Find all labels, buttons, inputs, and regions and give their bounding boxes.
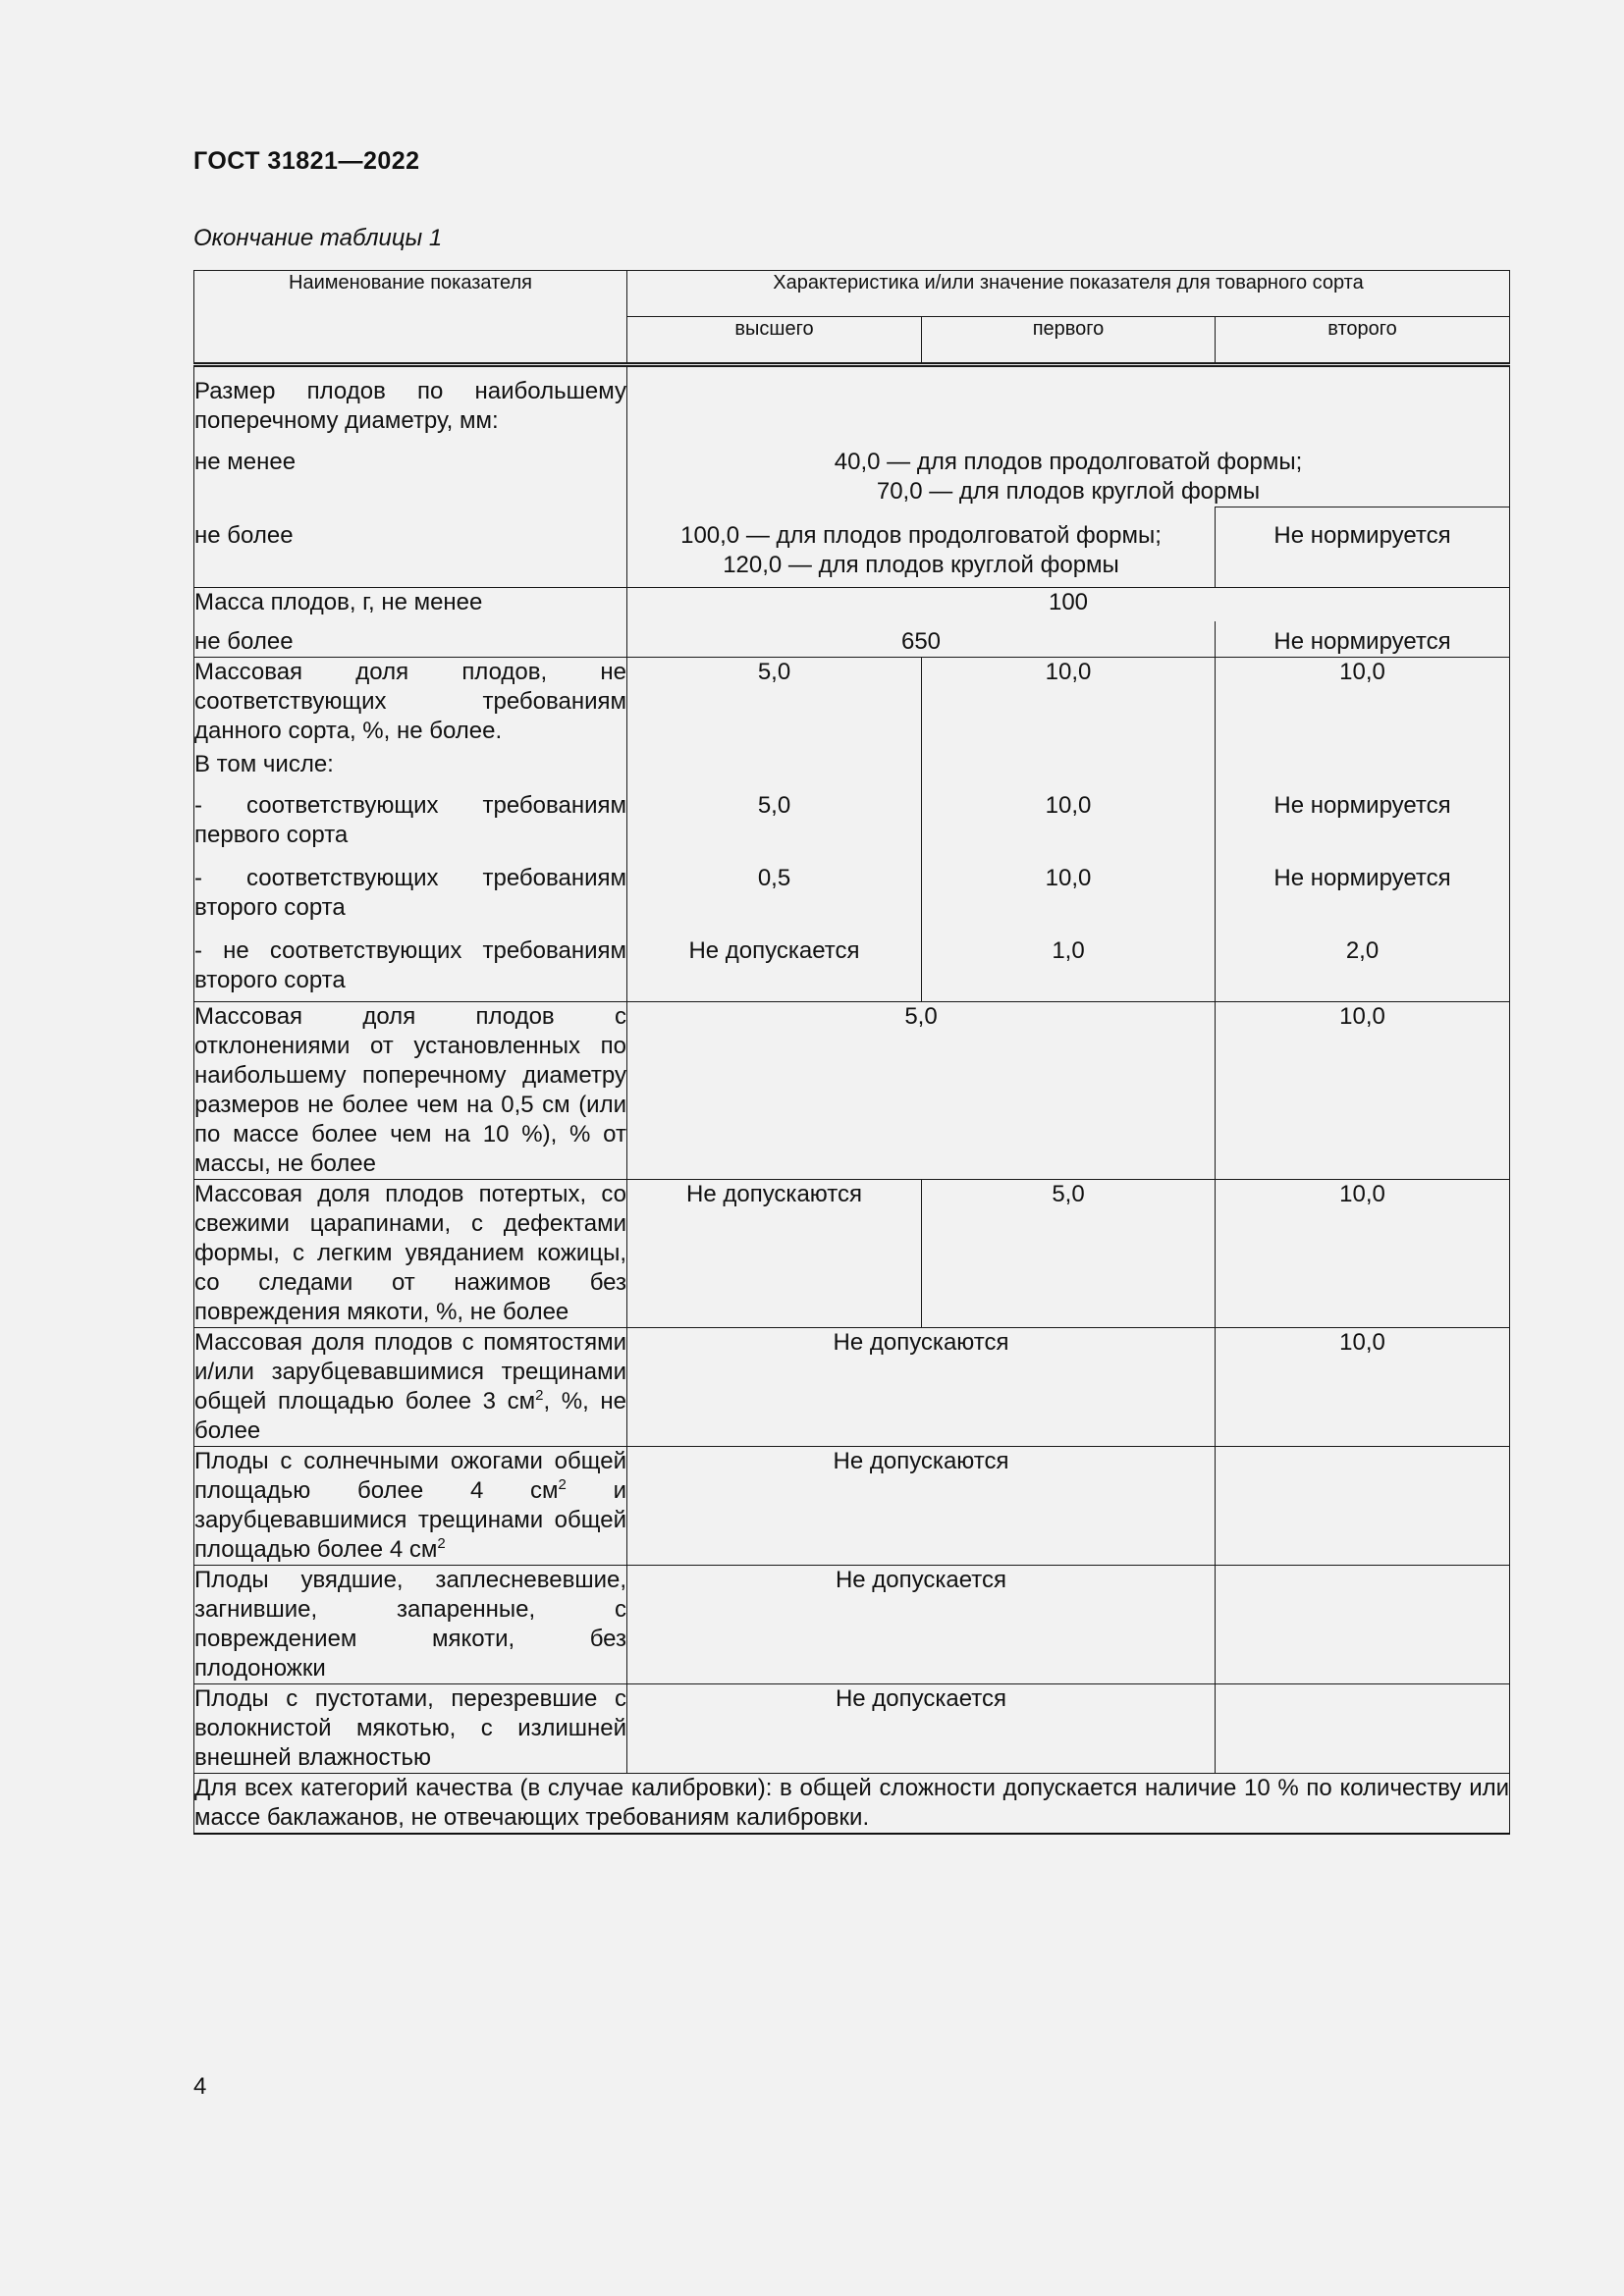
quality-table — [193, 270, 1510, 1835]
header-row-1 — [194, 271, 1510, 317]
row-sub3-first: 1,0 — [922, 929, 1216, 1002]
row-mass-max — [194, 621, 1510, 658]
row-size-min-label: не менее — [194, 436, 627, 507]
header-grade-first: первого — [922, 317, 1216, 365]
row-sub2-name: - соответствующих требованиям второго сорта — [194, 856, 627, 929]
row-rubbed-first: 5,0 — [922, 1179, 1216, 1327]
row-sunburn-second — [1216, 1446, 1510, 1565]
row-deviation-second: 10,0 — [1216, 1001, 1510, 1179]
row-size-max-second: Не нормируется — [1216, 507, 1510, 588]
row-sub1-name: - соответствующих требованиям первого сорта — [194, 785, 627, 856]
row-sub2-first: 10,0 — [922, 856, 1216, 929]
row-mass-min — [194, 587, 1510, 621]
row-sub3-second: 2,0 — [1216, 929, 1510, 1002]
row-hollow-name: Плоды с пустотами, перезревшие с волокнистой мякотью, с излишней внешней влажностью — [194, 1683, 627, 1773]
header-characteristic: Характеристика и/или значение показателя для товарного сорта — [627, 271, 1510, 317]
row-wilted-second — [1216, 1565, 1510, 1683]
row-size-min-value: 40,0 — для плодов продолговатой формы; 70,0 — для плодов круглой формы — [627, 436, 1510, 507]
row-nonconform-second: 10,0 — [1216, 657, 1510, 746]
document-id: ГОСТ 31821—2022 — [193, 147, 420, 175]
row-sunburn — [194, 1446, 1510, 1565]
row-hollow-value: Не допускается — [627, 1683, 1216, 1773]
row-bruised-second: 10,0 — [1216, 1327, 1510, 1446]
row-sub1 — [194, 785, 1510, 856]
row-size-title — [194, 365, 1510, 437]
row-wilted-name: Плоды увядшие, заплесневевшие, загнившие, запаренные, с повреждением мякоти, без плодоножки — [194, 1565, 627, 1683]
header-grade-second: второго — [1216, 317, 1510, 365]
row-note — [194, 1773, 1510, 1834]
row-nonconform-first: 10,0 — [922, 657, 1216, 746]
row-sub2 — [194, 856, 1510, 929]
page-number: 4 — [193, 2073, 207, 2100]
row-hollow — [194, 1683, 1510, 1773]
row-sub3-premium: Не допускается — [627, 929, 922, 1002]
row-hollow-second — [1216, 1683, 1510, 1773]
row-size-name: Размер плодов по наибольшему поперечному диаметру, мм: — [194, 365, 627, 437]
row-nonconform-name: Массовая доля плодов, не соответствующих требованиям данного сорта, %, не более. — [194, 658, 626, 744]
row-size-max — [194, 507, 1510, 588]
row-wilted-value: Не допускается — [627, 1565, 1216, 1683]
row-sub3-name: - не соответствующих требованиям второго сорта — [194, 929, 627, 1002]
table-note: Для всех категорий качества (в случае калибровки): в общей сложности допускается наличие 10 % по количеству или массе баклажанов, не отвечающих требованиям калибровки. — [194, 1773, 1510, 1834]
row-sunburn-value: Не допускаются — [627, 1446, 1216, 1565]
header-name-column: Наименование показателя — [194, 271, 627, 365]
row-mass-max-second: Не нормируется — [1216, 621, 1510, 658]
row-bruised — [194, 1327, 1510, 1446]
row-sub2-premium: 0,5 — [627, 856, 922, 929]
row-including-label: В том числе: — [194, 746, 627, 785]
row-deviation-name: Массовая доля плодов с отклонениями от установленных по наибольшему поперечному диаметру размеров не более чем на 0,5 см (или по массе более чем на 10 %), % от массы, не более — [194, 1001, 627, 1179]
row-size-min — [194, 436, 1510, 507]
row-mass-min-value: 100 — [627, 587, 1510, 621]
row-sub1-premium: 5,0 — [627, 785, 922, 856]
row-sub1-second: Не нормируется — [1216, 785, 1510, 856]
row-rubbed — [194, 1179, 1510, 1327]
row-sub1-first: 10,0 — [922, 785, 1216, 856]
row-mass-max-value: 650 — [627, 621, 1216, 658]
row-sub2-second: Не нормируется — [1216, 856, 1510, 929]
row-including — [194, 746, 1510, 785]
row-bruised-name: Массовая доля плодов с помятостями и/или зарубцевавшимися трещинами общей площадью более 3 $см^2$, %, не более — [194, 1327, 627, 1446]
row-bruised-value: Не допускаются — [627, 1327, 1216, 1446]
row-size-max-label: не более — [194, 507, 627, 588]
row-mass-max-label: не более — [194, 621, 627, 658]
row-sub3 — [194, 929, 1510, 1002]
row-rubbed-name: Массовая доля плодов потертых, со свежими царапинами, с дефектами формы, с легким увяданием кожицы, со следами от нажимов без повреждения мякоти, %, не более — [194, 1179, 627, 1327]
row-deviation-value: 5,0 — [627, 1001, 1216, 1179]
row-nonconform — [194, 657, 1510, 746]
row-rubbed-second: 10,0 — [1216, 1179, 1510, 1327]
table-caption: Окончание таблицы 1 — [193, 225, 443, 251]
row-deviation — [194, 1001, 1510, 1179]
row-size-empty — [627, 365, 1510, 437]
row-wilted — [194, 1565, 1510, 1683]
row-sunburn-name: Плоды с солнечными ожогами общей площадью более 4 $см^2$ и зарубцевавшимися трещинами общей площадью более 4 $см^2$ — [194, 1446, 627, 1565]
row-rubbed-premium: Не допускаются — [627, 1179, 922, 1327]
row-mass-name: Масса плодов, г, не менее — [194, 587, 627, 621]
row-nonconform-premium: 5,0 — [627, 657, 922, 746]
header-grade-premium: высшего — [627, 317, 922, 365]
row-size-max-value: 100,0 — для плодов продолговатой формы; 120,0 — для плодов круглой формы — [627, 507, 1216, 588]
